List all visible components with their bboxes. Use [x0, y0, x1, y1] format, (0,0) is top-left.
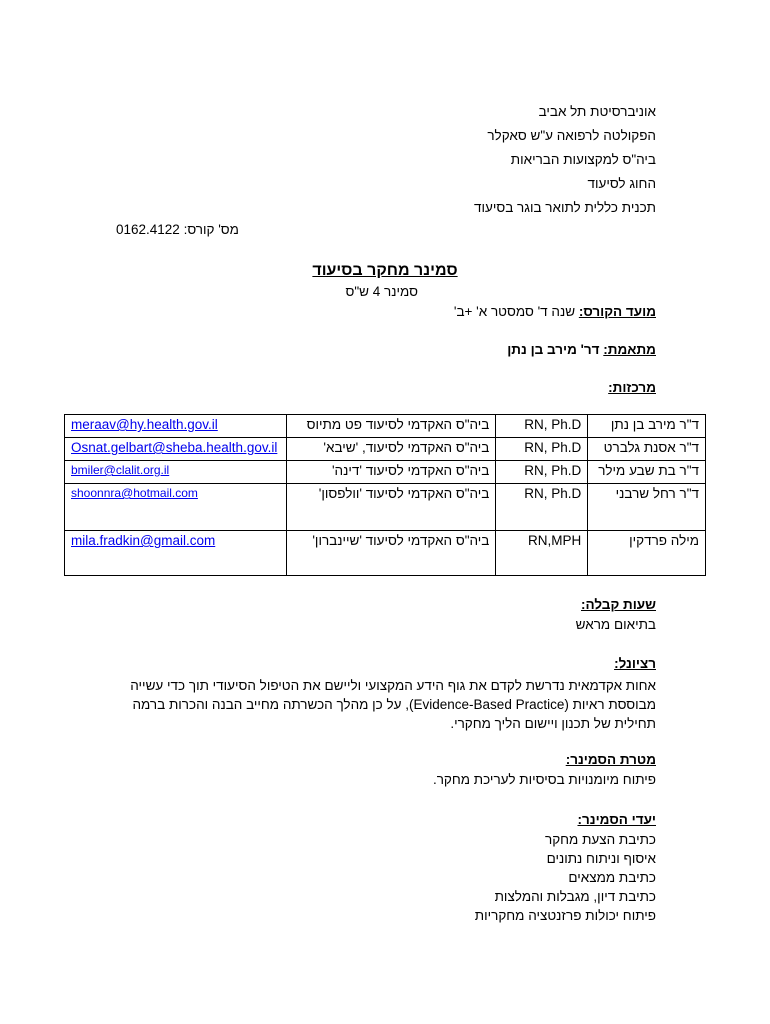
instructor-email-link[interactable]: meraav@hy.health.gov.il — [71, 417, 218, 432]
instructor-email-link[interactable]: mila.fradkin@gmail.com — [71, 533, 216, 548]
school-name: ביה"ס למקצועות הבריאות — [510, 152, 656, 167]
instructor-email-link[interactable]: Osnat.gelbart@sheba.health.gov.il — [71, 440, 278, 455]
instructor-affiliation: ביה"ס האקדמי לסיעוד 'שיינברון' — [287, 531, 496, 576]
objective-item: פיתוח יכולות פרזנטציה מחקריות — [474, 908, 656, 923]
instructor-affiliation: ביה"ס האקדמי לסיעוד, 'שיבא' — [287, 438, 496, 461]
table-row — [65, 531, 706, 576]
instructors-label: מרכזות: — [608, 380, 656, 395]
instructor-degree: RN, Ph.D — [496, 461, 588, 484]
instructor-name: ד"ר מירב בן נתן — [588, 415, 706, 438]
table-row — [65, 438, 706, 461]
instructor-degree: RN, Ph.D — [496, 484, 588, 531]
instructor-degree: RN,MPH — [496, 531, 588, 576]
instructor-email-link[interactable]: bmiler@clalit.org.il — [71, 463, 170, 477]
office-hours-value: בתיאום מראש — [575, 617, 656, 632]
instructor-affiliation: ביה"ס האקדמי לסיעוד 'וולפסון' — [287, 484, 496, 531]
page-subtitle: סמינר 4 ש"ס — [345, 284, 418, 299]
program-name: תכנית כללית לתואר בוגר בסיעוד — [474, 200, 656, 215]
faculty-name: הפקולטה לרפואה ע"ש סאקלר — [487, 128, 656, 143]
coordinator — [507, 342, 656, 357]
page-title: סמינר מחקר בסיעוד — [312, 262, 458, 279]
schedule-label: מועד הקורס: — [578, 304, 656, 319]
table-row — [65, 461, 706, 484]
table-row — [65, 484, 706, 531]
instructor-name: מילה פרדקין — [588, 531, 706, 576]
objective-item: כתיבת דיון, מגבלות והמלצות — [494, 889, 656, 904]
objectives-label: יעדי הסמינר: — [577, 812, 656, 827]
objective-item: כתיבת ממצאים — [568, 870, 656, 885]
instructor-name: ד"ר בת שבע מילר — [588, 461, 706, 484]
rationale-label: רציונל: — [614, 656, 656, 671]
objective-item: כתיבת הצעת מחקר — [545, 832, 656, 847]
university-name: אוניברסיטת תל אביב — [538, 104, 656, 119]
instructor-degree: RN, Ph.D — [496, 415, 588, 438]
table-row — [65, 415, 706, 438]
course-number: מס' קורס: 0162.4122 — [116, 222, 239, 237]
instructor-name: ד"ר אסנת גלברט — [588, 438, 706, 461]
instructor-affiliation: ביה"ס האקדמי לסיעוד פט מתיוס — [287, 415, 496, 438]
office-hours-label: שעות קבלה: — [581, 597, 656, 612]
instructor-affiliation: ביה"ס האקדמי לסיעוד 'דינה' — [287, 461, 496, 484]
rationale-text: אחות אקדמאית נדרשת לקדם את גוף הידע המקצועי וליישם את הטיפול הסיעודי תוך כדי עשייה מבוססת ראיות (Evidence-Based Practice), על כן מהלך הכשרתה מחייב הבנה והכרות ברמה תחילית של תכנון ויישום הליך מחקרי. — [130, 678, 656, 731]
instructor-degree: RN, Ph.D — [496, 438, 588, 461]
instructor-email-link[interactable]: shoonnra@hotmail.com — [71, 486, 198, 500]
goal-value: פיתוח מיומנויות בסיסיות לעריכת מחקר. — [432, 772, 656, 787]
instructors-table — [64, 414, 706, 576]
department-name: החוג לסיעוד — [587, 176, 656, 191]
coordinator-label: מתאמת: — [603, 342, 656, 357]
schedule-value: שנה ד' סמסטר א' +ב' — [453, 304, 576, 319]
course-schedule — [454, 304, 656, 319]
coordinator-name: דר' מירב בן נתן — [507, 342, 600, 357]
objective-item: איסוף וניתוח נתונים — [546, 851, 656, 866]
instructor-name: ד"ר רחל שרבני — [588, 484, 706, 531]
goal-label: מטרת הסמינר: — [565, 752, 656, 767]
